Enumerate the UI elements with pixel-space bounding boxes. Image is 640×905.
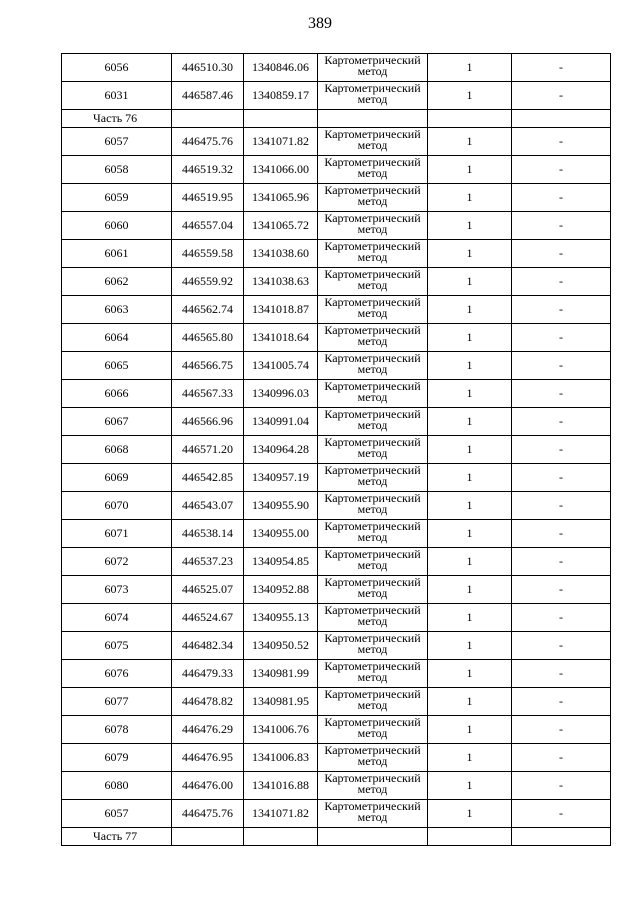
method-line-1: Картометрический	[324, 295, 421, 309]
x-coordinate-cell: 446559.92	[172, 268, 244, 296]
note-cell: -	[512, 296, 611, 324]
table-row	[62, 632, 611, 660]
method-line-2: метод	[357, 586, 388, 600]
table-row	[62, 352, 611, 380]
table-row	[62, 296, 611, 324]
count-cell: 1	[428, 128, 512, 156]
x-coordinate-cell: 446475.76	[172, 128, 244, 156]
method-line-2: метод	[357, 222, 388, 236]
point-id-cell: 6066	[62, 380, 172, 408]
note-cell: -	[512, 604, 611, 632]
x-coordinate-cell: 446565.80	[172, 324, 244, 352]
empty-cell	[428, 110, 512, 128]
point-id-cell: 6073	[62, 576, 172, 604]
method-cell	[318, 128, 428, 156]
method-line-2: метод	[357, 782, 388, 796]
note-cell: -	[512, 352, 611, 380]
point-id-cell: 6062	[62, 268, 172, 296]
method-line-2: метод	[357, 810, 388, 824]
method-line-2: метод	[357, 474, 388, 488]
count-cell: 1	[428, 212, 512, 240]
point-id-cell: 6074	[62, 604, 172, 632]
count-cell: 1	[428, 324, 512, 352]
method-cell	[318, 688, 428, 716]
y-coordinate-cell: 1341005.74	[244, 352, 318, 380]
method-cell	[318, 576, 428, 604]
point-id-cell: 6078	[62, 716, 172, 744]
y-coordinate-cell: 1340955.90	[244, 492, 318, 520]
count-cell: 1	[428, 380, 512, 408]
x-coordinate-cell: 446571.20	[172, 436, 244, 464]
x-coordinate-cell: 446557.04	[172, 212, 244, 240]
method-line-2: метод	[357, 250, 388, 264]
point-id-cell: 6056	[62, 54, 172, 82]
x-coordinate-cell: 446525.07	[172, 576, 244, 604]
x-coordinate-cell: 446524.67	[172, 604, 244, 632]
method-cell	[318, 604, 428, 632]
method-line-1: Картометрический	[324, 491, 421, 505]
empty-cell	[318, 110, 428, 128]
empty-cell	[318, 828, 428, 846]
page-number: 389	[308, 15, 332, 32]
x-coordinate-cell: 446482.34	[172, 632, 244, 660]
point-id-cell: 6070	[62, 492, 172, 520]
count-cell: 1	[428, 520, 512, 548]
x-coordinate-cell: 446475.76	[172, 800, 244, 828]
table-row	[62, 268, 611, 296]
note-cell: -	[512, 184, 611, 212]
method-cell	[318, 520, 428, 548]
point-id-cell: 6057	[62, 128, 172, 156]
method-line-1: Картометрический	[324, 771, 421, 785]
y-coordinate-cell: 1340950.52	[244, 632, 318, 660]
method-line-1: Картометрический	[324, 799, 421, 813]
x-coordinate-cell: 446587.46	[172, 82, 244, 110]
point-id-cell: 6063	[62, 296, 172, 324]
method-cell	[318, 82, 428, 110]
x-coordinate-cell: 446543.07	[172, 492, 244, 520]
point-id-cell: 6071	[62, 520, 172, 548]
count-cell: 1	[428, 632, 512, 660]
y-coordinate-cell: 1341006.76	[244, 716, 318, 744]
method-line-2: метод	[357, 558, 388, 572]
method-cell	[318, 744, 428, 772]
method-line-2: метод	[357, 92, 388, 106]
y-coordinate-cell: 1341006.83	[244, 744, 318, 772]
point-id-cell: 6057	[62, 800, 172, 828]
method-line-1: Картометрический	[324, 323, 421, 337]
point-id-cell: 6076	[62, 660, 172, 688]
y-coordinate-cell: 1341071.82	[244, 800, 318, 828]
y-coordinate-cell: 1340846.06	[244, 54, 318, 82]
method-line-2: метод	[357, 362, 388, 376]
count-cell: 1	[428, 492, 512, 520]
method-cell	[318, 296, 428, 324]
method-line-2: метод	[357, 754, 388, 768]
x-coordinate-cell: 446562.74	[172, 296, 244, 324]
note-cell: -	[512, 408, 611, 436]
y-coordinate-cell: 1340996.03	[244, 380, 318, 408]
count-cell: 1	[428, 576, 512, 604]
point-id-cell: 6058	[62, 156, 172, 184]
count-cell: 1	[428, 660, 512, 688]
method-cell	[318, 352, 428, 380]
table-row	[62, 156, 611, 184]
empty-cell	[428, 828, 512, 846]
x-coordinate-cell: 446559.58	[172, 240, 244, 268]
method-cell	[318, 156, 428, 184]
y-coordinate-cell: 1340991.04	[244, 408, 318, 436]
table-row	[62, 688, 611, 716]
x-coordinate-cell: 446538.14	[172, 520, 244, 548]
x-coordinate-cell: 446542.85	[172, 464, 244, 492]
y-coordinate-cell: 1340964.28	[244, 436, 318, 464]
y-coordinate-cell: 1340955.00	[244, 520, 318, 548]
method-line-2: метод	[357, 614, 388, 628]
table-row	[62, 604, 611, 632]
y-coordinate-cell: 1341038.63	[244, 268, 318, 296]
point-id-cell: 6069	[62, 464, 172, 492]
method-cell	[318, 464, 428, 492]
y-coordinate-cell: 1341018.87	[244, 296, 318, 324]
x-coordinate-cell: 446566.75	[172, 352, 244, 380]
count-cell: 1	[428, 268, 512, 296]
table-row	[62, 128, 611, 156]
method-line-1: Картометрический	[324, 435, 421, 449]
method-line-1: Картометрический	[324, 519, 421, 533]
x-coordinate-cell: 446519.32	[172, 156, 244, 184]
table-row	[62, 520, 611, 548]
method-line-1: Картометрический	[324, 183, 421, 197]
empty-cell	[512, 828, 611, 846]
note-cell: -	[512, 660, 611, 688]
point-id-cell: 6067	[62, 408, 172, 436]
method-cell	[318, 268, 428, 296]
method-line-1: Картометрический	[324, 351, 421, 365]
table-row	[62, 716, 611, 744]
count-cell: 1	[428, 548, 512, 576]
table-row	[62, 464, 611, 492]
y-coordinate-cell: 1340955.13	[244, 604, 318, 632]
part-label: Часть 77	[62, 828, 172, 846]
table-row	[62, 212, 611, 240]
point-id-cell: 6075	[62, 632, 172, 660]
note-cell: -	[512, 324, 611, 352]
y-coordinate-cell: 1341065.72	[244, 212, 318, 240]
point-id-cell: 6061	[62, 240, 172, 268]
method-line-2: метод	[357, 278, 388, 292]
note-cell: -	[512, 240, 611, 268]
count-cell: 1	[428, 464, 512, 492]
table-row	[62, 548, 611, 576]
method-line-1: Картометрический	[324, 603, 421, 617]
method-line-1: Картометрический	[324, 463, 421, 477]
y-coordinate-cell: 1340981.99	[244, 660, 318, 688]
point-id-cell: 6065	[62, 352, 172, 380]
method-line-1: Картометрический	[324, 267, 421, 281]
method-line-1: Картометрический	[324, 687, 421, 701]
note-cell: -	[512, 212, 611, 240]
part-header-row	[62, 110, 611, 128]
x-coordinate-cell: 446476.29	[172, 716, 244, 744]
method-cell	[318, 184, 428, 212]
y-coordinate-cell: 1340952.88	[244, 576, 318, 604]
method-line-2: метод	[357, 64, 388, 78]
table-row	[62, 324, 611, 352]
count-cell: 1	[428, 436, 512, 464]
method-line-2: метод	[357, 194, 388, 208]
method-cell	[318, 380, 428, 408]
count-cell: 1	[428, 82, 512, 110]
point-id-cell: 6059	[62, 184, 172, 212]
method-line-2: метод	[357, 530, 388, 544]
count-cell: 1	[428, 54, 512, 82]
table-row	[62, 660, 611, 688]
y-coordinate-cell: 1340954.85	[244, 548, 318, 576]
x-coordinate-cell: 446476.00	[172, 772, 244, 800]
part-header-row	[62, 828, 611, 846]
method-cell	[318, 800, 428, 828]
method-cell	[318, 240, 428, 268]
point-id-cell: 6079	[62, 744, 172, 772]
note-cell: -	[512, 492, 611, 520]
point-id-cell: 6072	[62, 548, 172, 576]
table-row	[62, 772, 611, 800]
count-cell: 1	[428, 156, 512, 184]
part-label: Часть 76	[62, 110, 172, 128]
x-coordinate-cell: 446567.33	[172, 380, 244, 408]
method-cell	[318, 408, 428, 436]
method-line-1: Картометрический	[324, 743, 421, 757]
method-cell	[318, 632, 428, 660]
method-line-1: Картометрический	[324, 211, 421, 225]
count-cell: 1	[428, 240, 512, 268]
x-coordinate-cell: 446566.96	[172, 408, 244, 436]
count-cell: 1	[428, 408, 512, 436]
point-id-cell: 6031	[62, 82, 172, 110]
note-cell: -	[512, 576, 611, 604]
y-coordinate-cell: 1340859.17	[244, 82, 318, 110]
method-cell	[318, 716, 428, 744]
count-cell: 1	[428, 716, 512, 744]
coordinates-table-body	[62, 54, 611, 846]
table-row	[62, 576, 611, 604]
method-line-1: Картометрический	[324, 155, 421, 169]
method-line-2: метод	[357, 698, 388, 712]
note-cell: -	[512, 520, 611, 548]
method-line-2: метод	[357, 670, 388, 684]
table-row	[62, 436, 611, 464]
note-cell: -	[512, 772, 611, 800]
method-line-1: Картометрический	[324, 575, 421, 589]
method-cell	[318, 436, 428, 464]
empty-cell	[244, 828, 318, 846]
count-cell: 1	[428, 604, 512, 632]
method-line-2: метод	[357, 502, 388, 516]
count-cell: 1	[428, 744, 512, 772]
y-coordinate-cell: 1340981.95	[244, 688, 318, 716]
method-line-2: метод	[357, 166, 388, 180]
point-id-cell: 6060	[62, 212, 172, 240]
table-row	[62, 744, 611, 772]
x-coordinate-cell: 446519.95	[172, 184, 244, 212]
method-line-2: метод	[357, 726, 388, 740]
count-cell: 1	[428, 296, 512, 324]
note-cell: -	[512, 436, 611, 464]
count-cell: 1	[428, 352, 512, 380]
note-cell: -	[512, 268, 611, 296]
x-coordinate-cell: 446476.95	[172, 744, 244, 772]
table-row	[62, 184, 611, 212]
note-cell: -	[512, 800, 611, 828]
method-line-2: метод	[357, 306, 388, 320]
method-cell	[318, 772, 428, 800]
method-line-1: Картометрический	[324, 631, 421, 645]
empty-cell	[512, 110, 611, 128]
y-coordinate-cell: 1341018.64	[244, 324, 318, 352]
x-coordinate-cell: 446478.82	[172, 688, 244, 716]
method-line-1: Картометрический	[324, 53, 421, 67]
y-coordinate-cell: 1341071.82	[244, 128, 318, 156]
note-cell: -	[512, 82, 611, 110]
table-row	[62, 240, 611, 268]
count-cell: 1	[428, 688, 512, 716]
y-coordinate-cell: 1341066.00	[244, 156, 318, 184]
y-coordinate-cell: 1341038.60	[244, 240, 318, 268]
method-cell	[318, 492, 428, 520]
table-row	[62, 54, 611, 82]
note-cell: -	[512, 464, 611, 492]
coordinates-table	[61, 53, 611, 846]
point-id-cell: 6077	[62, 688, 172, 716]
method-line-2: метод	[357, 642, 388, 656]
method-line-1: Картометрический	[324, 127, 421, 141]
count-cell: 1	[428, 800, 512, 828]
method-cell	[318, 324, 428, 352]
method-line-2: метод	[357, 418, 388, 432]
method-line-1: Картометрический	[324, 379, 421, 393]
method-cell	[318, 660, 428, 688]
point-id-cell: 6080	[62, 772, 172, 800]
point-id-cell: 6064	[62, 324, 172, 352]
y-coordinate-cell: 1341016.88	[244, 772, 318, 800]
table-row	[62, 492, 611, 520]
method-line-1: Картометрический	[324, 239, 421, 253]
table-row	[62, 82, 611, 110]
empty-cell	[172, 828, 244, 846]
note-cell: -	[512, 54, 611, 82]
note-cell: -	[512, 156, 611, 184]
method-cell	[318, 548, 428, 576]
note-cell: -	[512, 128, 611, 156]
count-cell: 1	[428, 184, 512, 212]
method-line-1: Картометрический	[324, 715, 421, 729]
note-cell: -	[512, 688, 611, 716]
point-id-cell: 6068	[62, 436, 172, 464]
method-cell	[318, 212, 428, 240]
table-row	[62, 380, 611, 408]
empty-cell	[172, 110, 244, 128]
method-line-2: метод	[357, 446, 388, 460]
empty-cell	[244, 110, 318, 128]
method-line-1: Картометрический	[324, 407, 421, 421]
method-line-1: Картометрический	[324, 547, 421, 561]
y-coordinate-cell: 1341065.96	[244, 184, 318, 212]
note-cell: -	[512, 632, 611, 660]
method-line-1: Картометрический	[324, 81, 421, 95]
note-cell: -	[512, 744, 611, 772]
note-cell: -	[512, 716, 611, 744]
method-line-2: метод	[357, 334, 388, 348]
note-cell: -	[512, 548, 611, 576]
x-coordinate-cell: 446537.23	[172, 548, 244, 576]
method-line-1: Картометрический	[324, 659, 421, 673]
note-cell: -	[512, 380, 611, 408]
method-cell	[318, 54, 428, 82]
method-line-2: метод	[357, 390, 388, 404]
y-coordinate-cell: 1340957.19	[244, 464, 318, 492]
table-row	[62, 408, 611, 436]
method-line-2: метод	[357, 138, 388, 152]
table-row	[62, 800, 611, 828]
x-coordinate-cell: 446510.30	[172, 54, 244, 82]
count-cell: 1	[428, 772, 512, 800]
x-coordinate-cell: 446479.33	[172, 660, 244, 688]
